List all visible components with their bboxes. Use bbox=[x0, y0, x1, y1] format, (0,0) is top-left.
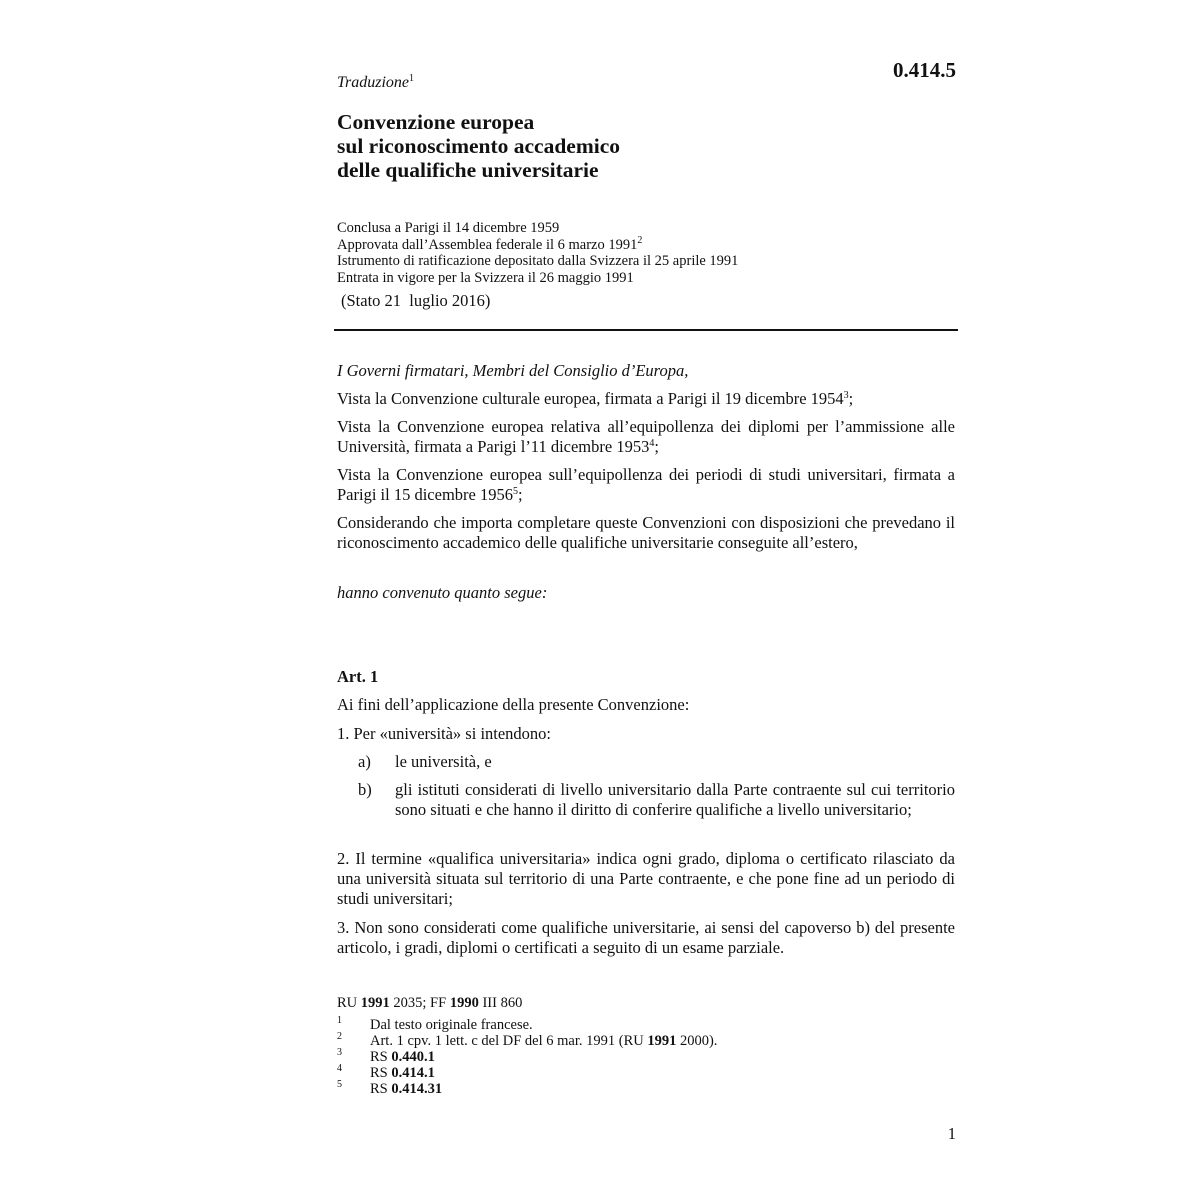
footnote-text bbox=[370, 1081, 442, 1097]
footnote-ref-2: 2 bbox=[637, 234, 643, 246]
footnote-number: 1 bbox=[337, 1015, 342, 1026]
approved-date bbox=[337, 234, 957, 254]
title-line-1: Convenzione europea bbox=[337, 110, 535, 134]
translation-label bbox=[337, 74, 414, 92]
footnote-text bbox=[370, 1049, 435, 1065]
footnote-prefix: RS bbox=[370, 1049, 392, 1065]
approved-text: Approvata dall’Assemblea federale il 6 marzo 1991 bbox=[337, 236, 638, 253]
official-references bbox=[337, 995, 522, 1012]
ratification-date: Istrumento di ratificazione depositato dalla Svizzera il 25 aprile 1991 bbox=[337, 253, 739, 269]
translation-text: Traduzione bbox=[337, 74, 410, 91]
document-number: 0.414.5 bbox=[893, 58, 956, 82]
concluded-date: Conclusa a Parigi il 14 dicembre 1959 bbox=[337, 220, 560, 236]
footnote-number: 5 bbox=[337, 1079, 342, 1090]
preamble-p2-end: ; bbox=[654, 437, 659, 456]
preamble-paragraph-3 bbox=[337, 465, 955, 505]
header-divider bbox=[334, 329, 958, 331]
sub-item-a-text: le università, e bbox=[395, 752, 492, 771]
document-title bbox=[337, 110, 937, 182]
ff-year: 1990 bbox=[449, 995, 479, 1011]
sub-item-a-letter: a) bbox=[358, 752, 371, 771]
ff-end: III 860 bbox=[478, 995, 523, 1011]
footnote-text-bold: 1991 bbox=[647, 1033, 677, 1049]
preamble-intro: I Governi firmatari, Membri del Consiglio d’Europa, bbox=[337, 361, 689, 380]
document-metadata bbox=[337, 220, 957, 286]
article-item-2: 2. Il termine «qualifica universitaria» indica ogni grado, diploma o certificato rilasciato da una università situata sul territorio di una Parte contraente, e che pone fine ad un periodo di studi universitari; bbox=[337, 849, 955, 908]
sub-item-b-letter: b) bbox=[358, 780, 372, 799]
article-title: Art. 1 bbox=[337, 667, 379, 686]
preamble-p3-end: ; bbox=[517, 485, 523, 504]
sub-item-b-text: gli istituti considerati di livello universitario dalla Parte contraente sul cui territorio sono situati e che hanno il diritto di conferire qualifiche a livello universitario; bbox=[395, 780, 955, 819]
footnote-rs-number: 0.440.1 bbox=[391, 1049, 435, 1065]
footnote-number: 3 bbox=[337, 1047, 342, 1058]
footnote-text bbox=[370, 1033, 717, 1049]
title-line-3: delle qualifiche universitarie bbox=[337, 158, 599, 182]
footnote-number: 2 bbox=[337, 1031, 342, 1042]
article-item-3: 3. Non sono considerati come qualifiche universitarie, ai sensi del capoverso b) del presente articolo, i gradi, diplomi o certificati a seguito di un esame parziale. bbox=[337, 918, 955, 957]
preamble-paragraph-2 bbox=[337, 417, 955, 457]
footnote-rs-number: 0.414.1 bbox=[391, 1065, 435, 1081]
footnote-text-a: Art. 1 cpv. 1 lett. c del DF del 6 mar. 1991 (RU bbox=[370, 1033, 648, 1049]
ru-mid: 2035; FF bbox=[389, 995, 450, 1011]
preamble-p1-text: Vista la Convenzione culturale europea, firmata a Parigi il 19 dicembre 1954 bbox=[337, 389, 844, 408]
footnote-ref-4: 4 bbox=[649, 438, 655, 449]
preamble-agreed: hanno convenuto quanto segue: bbox=[337, 583, 548, 602]
ru-prefix: RU bbox=[337, 995, 361, 1011]
preamble-p1-end: ; bbox=[848, 389, 854, 408]
article-intro: Ai fini dell’applicazione della presente Convenzione: bbox=[337, 695, 690, 714]
page-number: 1 bbox=[947, 1124, 956, 1143]
preamble-p2-text: Vista la Convenzione europea relativa all’equipollenza dei diplomi per l’ammissione alle Università, firmata a Parigi l’11 dicembre 1953 bbox=[337, 417, 955, 456]
footnote-number: 4 bbox=[337, 1063, 342, 1074]
footnote-ref-5: 5 bbox=[512, 486, 518, 497]
footnote-text bbox=[370, 1065, 435, 1081]
article-item-1: 1. Per «università» si intendono: bbox=[337, 724, 552, 743]
ru-year: 1991 bbox=[360, 995, 390, 1011]
footnote-ref-3: 3 bbox=[843, 390, 849, 401]
preamble-paragraph-4: Considerando che importa completare queste Convenzioni con disposizioni che prevedano il riconoscimento accademico delle qualifiche universitarie conseguite all’estero, bbox=[337, 513, 955, 552]
preamble-p3-text: Vista la Convenzione europea sull’equipollenza dei periodi di studi universitari, firmata a Parigi il 15 dicembre 1956 bbox=[337, 465, 955, 504]
footnote-ref-1: 1 bbox=[409, 73, 415, 84]
footnote-prefix: RS bbox=[370, 1065, 392, 1081]
footnote-text: Dal testo originale francese. bbox=[370, 1017, 533, 1033]
footnote-prefix: RS bbox=[370, 1081, 392, 1097]
title-line-2: sul riconoscimento accademico bbox=[337, 134, 621, 158]
status-date: (Stato 21 luglio 2016) bbox=[341, 291, 491, 310]
preamble-paragraph-1 bbox=[337, 389, 955, 409]
footnote-rs-number: 0.414.31 bbox=[391, 1081, 443, 1097]
entry-into-force: Entrata in vigore per la Svizzera il 26 maggio 1991 bbox=[337, 269, 634, 286]
footnote-text-b: 2000). bbox=[676, 1033, 718, 1049]
